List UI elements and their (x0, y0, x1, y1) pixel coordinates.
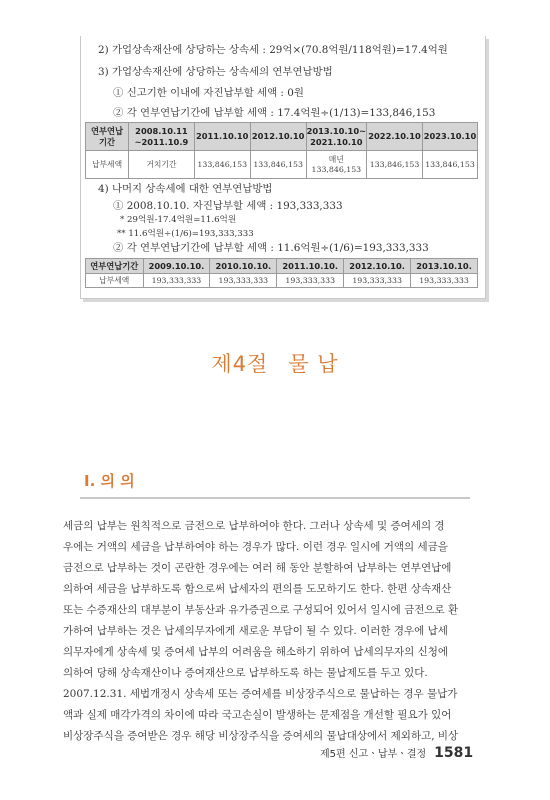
section-number: 제4절 (211, 352, 269, 376)
installment-table-1 (85, 122, 478, 179)
box-line: 2) 가업상속재산에 상당하는 상속세 : 29억×(70.8억원/118억원)=17.4억원 (98, 44, 448, 56)
box-footnote: ** 11.6억원÷(1/6)=193,333,333 (117, 229, 254, 239)
section-title (0, 348, 550, 378)
installment-table-2 (85, 258, 478, 288)
table1-header: 연부연납 기간 (86, 123, 129, 151)
body-line: 우에는 거액의 세금을 납부하여야 하는 경우가 많다. 이런 경우 일시에 거액의 세금을 (63, 541, 448, 553)
table2-cell: 193,333,333 (210, 274, 277, 288)
table1-cell: 133,846,153 (194, 151, 250, 179)
body-line: 의하여 당해 상속재산이나 증여재산으로 납부하도록 하는 물납제도를 두고 있다. (63, 667, 428, 679)
table1-header: 2022.10.10 (367, 123, 423, 151)
table1-cell: 납부세액 (86, 151, 129, 179)
table2-header: 2012.10.10. (344, 259, 411, 274)
table1-cell: 매년 133,846,153 (306, 151, 366, 179)
table1-cell: 133,846,153 (367, 151, 423, 179)
table1-cell: 133,846,153 (422, 151, 477, 179)
body-line: 금전으로 납부하는 것이 곤란한 경우에는 여러 해 동안 분할하여 납부하는 연부연납에 (63, 562, 452, 574)
table2-header: 2011.10.10. (277, 259, 344, 274)
table1-header: 2023.10.10 (422, 123, 477, 151)
box-line: 3) 가업상속재산에 상당하는 상속세의 연부연납방법 (98, 66, 333, 78)
page-number: 1581 (434, 745, 474, 761)
body-line: 액과 실제 매각가격의 차이에 따라 국고손실이 발생하는 문제점을 개선할 필요가 있어 (63, 709, 452, 721)
page-footer (320, 742, 473, 761)
body-line: 세금의 납부는 원칙적으로 금전으로 납부하여야 한다. 그러나 상속세 및 증여세의 경 (63, 520, 445, 532)
body-line: 또는 수증재산의 대부분이 부동산과 유가증권으로 구성되어 있어서 일시에 금전으로 환 (63, 604, 459, 616)
table1-header: 2011.10.10 (194, 123, 250, 151)
box-line: 4) 나머지 상속세에 대한 연부연납방법 (98, 183, 273, 195)
table2-cell: 193,333,333 (411, 274, 478, 288)
table2-cell: 193,333,333 (344, 274, 411, 288)
body-line: 비상장주식을 증여받은 경우 해당 비상장주식을 증여세의 물납대상에서 제외하고, 비상 (63, 730, 459, 742)
table1-header: 2013.10.10~ 2021.10.10 (306, 123, 366, 151)
chapter-label: 제5편 신고ㆍ납부ㆍ결정 (320, 749, 427, 760)
body-line: 의하여 세금을 납부하도록 함으로써 납세자의 편의를 도모하기도 한다. 한편 상속재산 (63, 583, 452, 595)
table2-header: 2009.10.10. (143, 259, 210, 274)
body-line: 의무자에게 상속세 및 증여세 납부의 어려움을 해소하기 위하여 납세의무자의 신청에 (63, 646, 449, 658)
box-line: ② 각 연부연납기간에 납부할 세액 : 11.6억원÷(1/6)=193,333,333 (113, 242, 429, 254)
box-line: ① 신고기한 이내에 자진납부할 세액 : 0원 (113, 87, 304, 99)
table1-header: 2012.10.10 (250, 123, 306, 151)
subsection-divider (80, 497, 470, 499)
table1-header: 2008.10.11 ~2011.10.9 (129, 123, 195, 151)
table2-header: 연부연납기간 (86, 259, 144, 274)
table1-cell: 133,846,153 (250, 151, 306, 179)
box-line: ② 각 연부연납기간에 납부할 세액 : 17.4억원÷(1/13)=133,846,153 (113, 107, 436, 119)
body-line: 2007.12.31. 세법개정시 상속세 또는 증여세를 비상장주식으로 물납하는 경우 물납가 (63, 688, 458, 700)
table2-cell: 193,333,333 (143, 274, 210, 288)
table2-header: 2013.10.10. (411, 259, 478, 274)
box-footnote: * 29억원-17.4억원=11.6억원 (120, 215, 237, 225)
table2-cell: 납부세액 (86, 274, 144, 288)
box-line: ① 2008.10.10. 자진납부할 세액 : 193,333,333 (113, 200, 343, 212)
table2-cell: 193,333,333 (277, 274, 344, 288)
subsection-title: Ⅰ. 의 의 (84, 472, 135, 490)
table2-header: 2010.10.10. (210, 259, 277, 274)
table1-cell: 거치기간 (129, 151, 195, 179)
section-name: 물 납 (288, 352, 339, 376)
body-line: 가하여 납부하는 것은 납세의무자에게 새로운 부담이 될 수 있다. 이러한 경우에 납세 (63, 625, 448, 637)
